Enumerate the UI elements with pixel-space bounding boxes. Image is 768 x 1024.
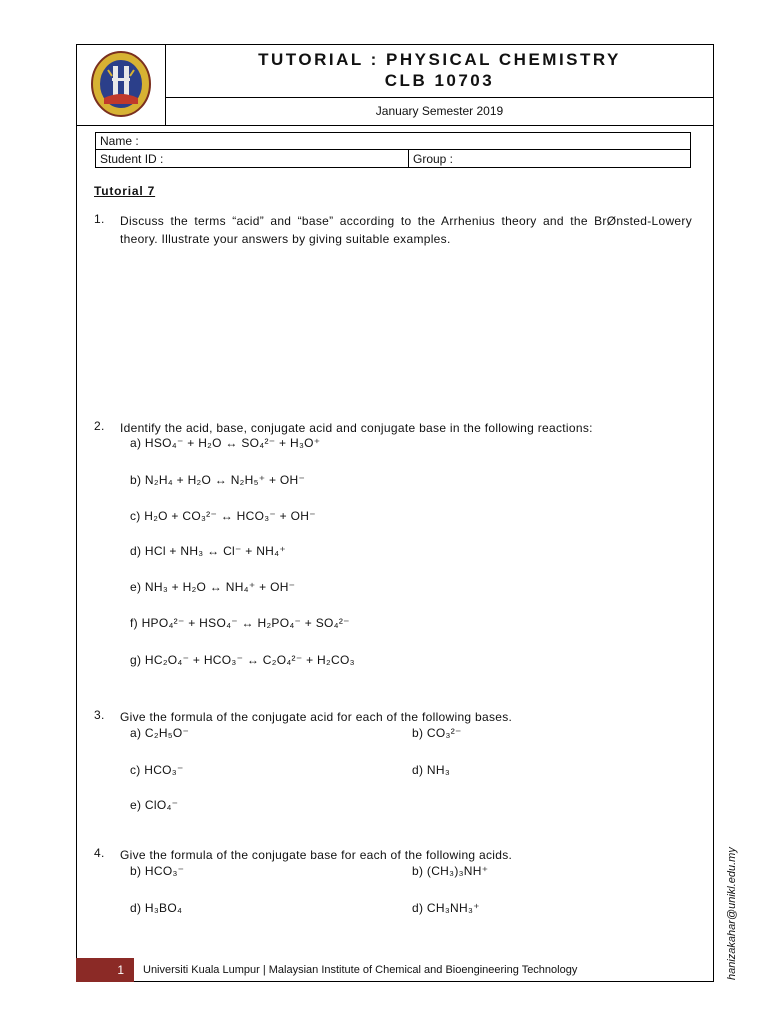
student-id-field[interactable]: Student ID : [100, 152, 164, 166]
page-number: 1 [76, 958, 134, 982]
base-d: d) NH₃ [412, 763, 451, 777]
acid-4: d) CH₃NH₃⁺ [412, 901, 480, 915]
question-text: Discuss the terms “acid” and “base” according to the Arrhenius theory and the BrØnsted-Lowery theory. Illustrate your answers by giving suitable examples. [120, 214, 692, 246]
acid-1: b) HCO₃⁻ [130, 864, 185, 878]
name-field[interactable] [96, 133, 690, 150]
page-footer [76, 958, 714, 982]
document-title: TUTORIAL : PHYSICAL CHEMISTRY [258, 50, 621, 69]
reaction-e: e) NH₃ + H₂O ↔ NH₄⁺ + OH⁻ [130, 580, 296, 594]
question-number: 4. [94, 846, 105, 860]
question-number: 1. [94, 212, 105, 226]
question-text: Give the formula of the conjugate acid for each of the following bases. [120, 710, 513, 724]
reaction-d: d) HCl + NH₃ ↔ Cl⁻ + NH₄⁺ [130, 544, 286, 558]
base-b: b) CO₃²⁻ [412, 726, 462, 740]
question-text: Give the formula of the conjugate base for each of the following acids. [120, 848, 513, 862]
footer-institution: Universiti Kuala Lumpur | Malaysian Institute of Chemical and Bioengineering Technology [143, 964, 578, 976]
logo-cell [77, 45, 166, 125]
base-e: e) ClO₄⁻ [130, 798, 179, 812]
reaction-g: g) HC₂O₄⁻ + HCO₃⁻ ↔ C₂O₄²⁻ + H₂CO₃ [130, 653, 355, 667]
base-c: c) HCO₃⁻ [130, 763, 184, 777]
base-a: a) C₂H₅O⁻ [130, 726, 190, 740]
unikl-crest-icon [90, 50, 152, 118]
question-number: 3. [94, 708, 105, 722]
semester-label: January Semester 2019 [375, 104, 504, 118]
reaction-c: c) H₂O + CO₃²⁻ ↔ HCO₃⁻ + OH⁻ [130, 509, 316, 523]
tutorial-heading: Tutorial 7 [94, 184, 156, 198]
name-label: Name : [100, 134, 139, 148]
question-text: Identify the acid, base, conjugate acid and conjugate base in the following reactions: [120, 421, 593, 435]
group-field[interactable]: Group : [408, 150, 453, 168]
acid-2: b) (CH₃)₃NH⁺ [412, 864, 489, 878]
reaction-a: a) HSO₄⁻ + H₂O ↔ SO₄²⁻ + H₃O⁺ [130, 436, 321, 450]
reaction-f: f) HPO₄²⁻ + HSO₄⁻ ↔ H₂PO₄⁻ + SO₄²⁻ [130, 616, 350, 630]
question-number: 2. [94, 419, 105, 433]
title-cell [166, 45, 713, 98]
acid-3: d) H₃BO₄ [130, 901, 183, 915]
student-info-table [95, 132, 691, 168]
author-email: hanizakahar@unikl.edu.my [726, 847, 738, 980]
tutorial-page [76, 44, 714, 982]
reaction-b: b) N₂H₄ + H₂O ↔ N₂H₅⁺ + OH⁻ [130, 473, 306, 487]
header-table [77, 45, 713, 126]
course-code: CLB 10703 [384, 71, 495, 90]
